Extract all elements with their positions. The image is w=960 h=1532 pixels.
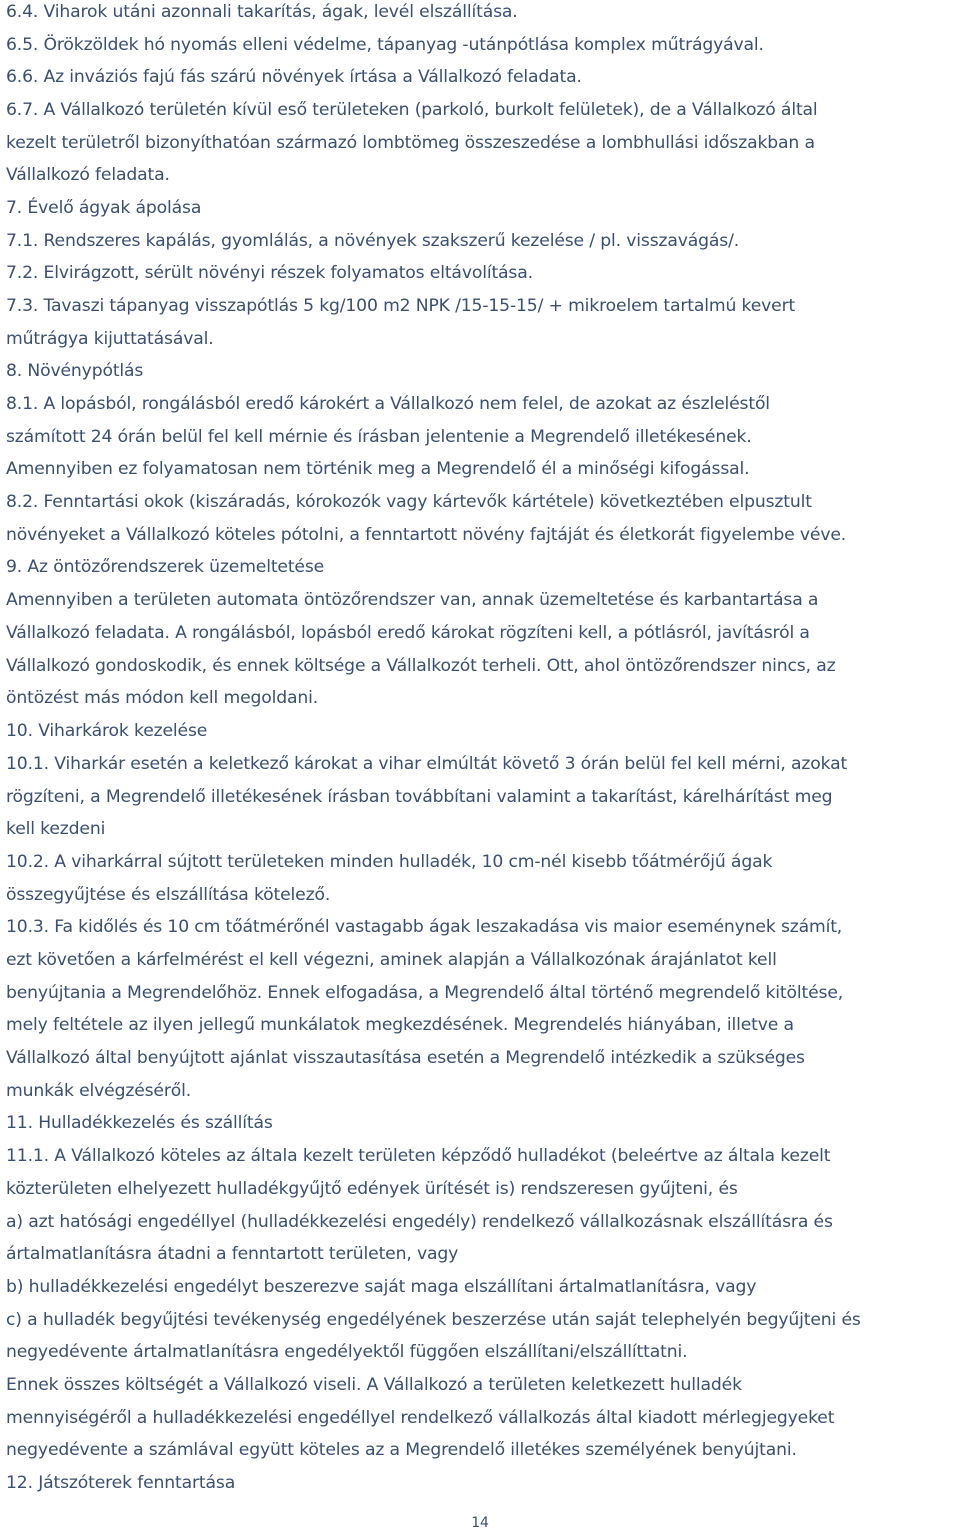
section-heading: 7. Évelő ágyak ápolása: [6, 198, 202, 218]
text-line: c) a hulladék begyűjtési tevékenység engedélyének beszerzése után saját telephelyén begyűjteni és: [6, 1310, 861, 1330]
text-line: 8.1. A lopásból, rongálásból eredő károkért a Vállalkozó nem felel, de azokat az észleléstől: [6, 394, 770, 414]
text-line: öntözést más módon kell megoldani.: [6, 688, 319, 708]
text-line: benyújtania a Megrendelőhöz. Ennek elfogadása, a Megrendelő által történő megrendelő kitöltése,: [6, 983, 844, 1003]
text-line: 6.6. Az inváziós fajú fás szárú növények írtása a Vállalkozó feladata.: [6, 67, 582, 87]
text-line: növényeket a Vállalkozó köteles pótolni, a fenntartott növény fajtáját és életkorát figyelembe véve.: [6, 525, 847, 545]
text-line: kell kezdeni: [6, 819, 106, 839]
text-line: ezt követően a kárfelmérést el kell végezni, aminek alapján a Vállalkozónak árajánlatot kell: [6, 950, 777, 970]
text-line: Ennek összes költségét a Vállalkozó viseli. A Vállalkozó a területen keletkezett hulladék: [6, 1375, 742, 1395]
text-line: Vállalkozó feladata. A rongálásból, lopásból eredő károkat rögzíteni kell, a pótlásról, javításról a: [6, 623, 810, 643]
section-heading: 8. Növénypótlás: [6, 361, 144, 381]
text-line: a) azt hatósági engedéllyel (hulladékkezelési engedély) rendelkező vállalkozásnak elszállításra és: [6, 1212, 833, 1232]
text-line: negyedévente ártalmatlanításra engedélyektől függően elszállítani/elszállíttatni.: [6, 1342, 688, 1362]
section-heading: 9. Az öntözőrendszerek üzemeltetése: [6, 557, 325, 577]
text-line: 10.2. A viharkárral sújtott területeken minden hulladék, 10 cm-nél kisebb tőátmérőjű ágak: [6, 852, 773, 872]
text-line: b) hulladékkezelési engedélyt beszerezve saját maga elszállítani ártalmatlanításra, vagy: [6, 1277, 757, 1297]
text-line: negyedévente a számlával együtt köteles az a Megrendelő illetékes személyének benyújtani.: [6, 1440, 797, 1460]
text-line: 8.2. Fenntartási okok (kiszáradás, kórokozók vagy kártevők kártétele) következtében elpusztult: [6, 492, 812, 512]
section-heading: 10. Viharkárok kezelése: [6, 721, 208, 741]
page-number: 14: [471, 1515, 489, 1531]
text-line: számított 24 órán belül fel kell mérnie és írásban jelentenie a Megrendelő illetékesének.: [6, 427, 752, 447]
text-line: Vállalkozó feladata.: [6, 165, 170, 185]
text-line: összegyűjtése és elszállítása kötelező.: [6, 885, 331, 905]
text-line: ártalmatlanításra átadni a fenntartott területen, vagy: [6, 1244, 459, 1264]
text-line: Vállalkozó gondoskodik, és ennek költsége a Vállalkozót terheli. Ott, ahol öntözőrendszer nincs, az: [6, 656, 836, 676]
text-line: kezelt területről bizonyíthatóan származó lombtömeg összeszedése a lombhullási időszakban a: [6, 133, 815, 153]
text-line: közterületen elhelyezett hulladékgyűjtő edények ürítését is) rendszeresen gyűjteni, és: [6, 1179, 738, 1199]
text-line: 10.3. Fa kidőlés és 10 cm tőátmérőnél vastagabb ágak leszakadása vis maior eseménynek számít,: [6, 917, 843, 937]
text-line: 6.5. Örökzöldek hó nyomás elleni védelme, tápanyag -utánpótlása komplex műtrágyával.: [6, 35, 764, 55]
text-line: műtrágya kijuttatásával.: [6, 329, 214, 349]
text-line: rögzíteni, a Megrendelő illetékesének írásban továbbítani valamint a takarítást, kárelhárítást meg: [6, 787, 833, 807]
text-line: 6.7. A Vállalkozó területén kívül eső területeken (parkoló, burkolt felületek), de a Vállalkozó által: [6, 100, 818, 120]
text-line: Vállalkozó által benyújtott ajánlat visszautasítása esetén a Megrendelő intézkedik a szükséges: [6, 1048, 805, 1068]
text-line: 7.2. Elvirágzott, sérült növényi részek folyamatos eltávolítása.: [6, 263, 533, 283]
text-line: mennyiségéről a hulladékkezelési engedéllyel rendelkező vállalkozás által kiadott mérlegjegyeket: [6, 1408, 835, 1428]
text-line: Amennyiben a területen automata öntözőrendszer van, annak üzemeltetése és karbantartása a: [6, 590, 819, 610]
text-line: Amennyiben ez folyamatosan nem történik meg a Megrendelő él a minőségi kifogással.: [6, 459, 750, 479]
section-heading: 12. Játszóterek fenntartása: [6, 1473, 236, 1493]
text-line: 7.3. Tavaszi tápanyag visszapótlás 5 kg/100 m2 NPK /15-15-15/ + mikroelem tartalmú kevert: [6, 296, 796, 316]
text-line: 7.1. Rendszeres kapálás, gyomlálás, a növények szakszerű kezelése / pl. visszavágás/.: [6, 231, 740, 251]
text-line: mely feltétele az ilyen jellegű munkálatok megkezdésének. Megrendelés hiányában, illetve a: [6, 1015, 794, 1035]
text-line: munkák elvégzéséről.: [6, 1081, 192, 1101]
text-line: 6.4. Viharok utáni azonnali takarítás, ágak, levél elszállítása.: [6, 2, 518, 22]
section-heading: 11. Hulladékkezelés és szállítás: [6, 1113, 273, 1133]
text-line: 11.1. A Vállalkozó köteles az általa kezelt területen képződő hulladékot (beleértve az általa kezelt: [6, 1146, 831, 1166]
text-line: 10.1. Viharkár esetén a keletkező károkat a vihar elmúltát követő 3 órán belül fel kell mérni, azokat: [6, 754, 848, 774]
